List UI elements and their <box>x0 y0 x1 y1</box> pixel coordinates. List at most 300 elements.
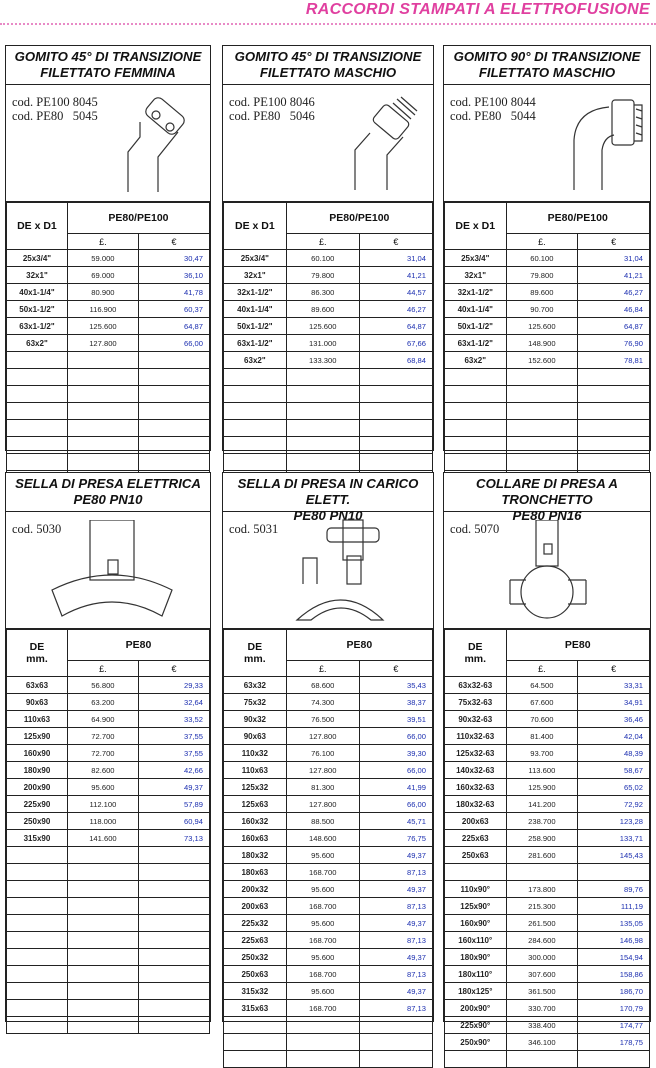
lire-price-cell <box>286 1051 359 1068</box>
size-cell <box>445 386 507 403</box>
table-header-row <box>445 203 650 234</box>
lire-price-cell <box>506 386 578 403</box>
table-row <box>224 250 433 267</box>
size-cell <box>224 403 287 420</box>
table-row <box>224 745 433 762</box>
product-code: cod. PE100 8044 <box>450 95 536 109</box>
size-cell: 75x32 <box>224 694 287 711</box>
table-row <box>445 318 650 335</box>
live-tapping-saddle-drawing <box>283 518 413 626</box>
table-row <box>445 454 650 471</box>
table-row <box>7 301 210 318</box>
panel-title-line2: FILETTATO MASCHIO <box>259 65 397 80</box>
table-row <box>445 966 650 983</box>
size-cell: 40x1-1/4" <box>445 301 507 318</box>
lire-price-cell <box>67 454 138 471</box>
table-row <box>445 369 650 386</box>
euro-price-cell: 64,87 <box>138 318 209 335</box>
euro-price-cell: 64,87 <box>359 318 432 335</box>
euro-price-cell: 45,71 <box>359 813 432 830</box>
size-column-header: DE x D1 <box>224 203 287 250</box>
size-cell <box>7 1000 68 1017</box>
size-cell: 180x63 <box>224 864 287 881</box>
size-cell <box>7 864 68 881</box>
table-row <box>445 1000 650 1017</box>
table-row <box>7 352 210 369</box>
euro-price-cell: 111,19 <box>578 898 650 915</box>
page-title: RACCORDI STAMPATI A ELETTROFUSIONE <box>305 1 650 18</box>
size-cell <box>7 898 68 915</box>
size-cell: 63x1-1/2" <box>445 335 507 352</box>
lire-price-cell: 258.900 <box>506 830 578 847</box>
table-row <box>7 267 210 284</box>
lire-price-cell: 64.500 <box>506 677 578 694</box>
size-cell <box>7 420 68 437</box>
lire-price-cell <box>67 915 138 932</box>
lire-price-cell: 127.800 <box>67 335 138 352</box>
euro-price-cell: 158,86 <box>578 966 650 983</box>
table-row <box>7 949 210 966</box>
size-cell: 90x63 <box>7 694 68 711</box>
lire-price-cell <box>286 437 359 454</box>
size-cell: 225x63 <box>224 932 287 949</box>
lire-price-cell <box>506 403 578 420</box>
material-column-header: PE80 <box>506 630 650 661</box>
euro-price-cell <box>138 1017 209 1034</box>
table-row <box>224 813 433 830</box>
size-cell <box>7 403 68 420</box>
lire-price-cell: 81.300 <box>286 779 359 796</box>
size-cell: 200x63 <box>224 898 287 915</box>
table-row <box>7 847 210 864</box>
table-row <box>7 983 210 1000</box>
euro-price-cell: 46,84 <box>578 301 650 318</box>
lire-price-cell <box>286 386 359 403</box>
panel-title <box>6 473 210 512</box>
euro-price-cell: 89,76 <box>578 881 650 898</box>
lire-price-cell: 95.600 <box>286 949 359 966</box>
euro-price-cell: 36,46 <box>578 711 650 728</box>
euro-price-cell <box>359 1051 432 1068</box>
lire-price-cell: 68.600 <box>286 677 359 694</box>
euro-price-cell: 49,37 <box>359 881 432 898</box>
panel-info <box>444 512 650 629</box>
panel-title <box>223 46 433 85</box>
euro-price-cell: 154,94 <box>578 949 650 966</box>
euro-price-cell <box>138 420 209 437</box>
table-row <box>7 745 210 762</box>
size-cell: 110x90° <box>445 881 507 898</box>
size-cell: 25x3/4" <box>224 250 287 267</box>
euro-price-cell: 39,30 <box>359 745 432 762</box>
lire-price-cell: 72.700 <box>67 728 138 745</box>
table-row <box>224 335 433 352</box>
panel-title-line1: SELLA DI PRESA ELETTRICA <box>15 476 201 491</box>
euro-column-header: € <box>578 234 650 250</box>
panel-title-line1: GOMITO 45° DI TRANSIZIONE <box>14 49 202 64</box>
table-row <box>224 1000 433 1017</box>
euro-price-cell: 67,66 <box>359 335 432 352</box>
size-cell: 160x90° <box>445 915 507 932</box>
lire-price-cell <box>286 369 359 386</box>
panel-title-line2: PE80 PN10 <box>73 492 143 507</box>
euro-price-cell: 39,51 <box>359 711 432 728</box>
lire-price-cell <box>67 932 138 949</box>
tapping-saddle-drawing <box>50 520 180 628</box>
size-cell <box>7 949 68 966</box>
table-row <box>445 728 650 745</box>
lire-price-cell <box>67 847 138 864</box>
panel-title <box>444 473 650 523</box>
size-cell: 63x1-1/2" <box>7 318 68 335</box>
size-cell: 180x125° <box>445 983 507 1000</box>
euro-price-cell: 36,10 <box>138 267 209 284</box>
size-cell <box>7 437 68 454</box>
size-cell <box>445 1051 507 1068</box>
lire-price-cell: 95.600 <box>67 779 138 796</box>
table-row <box>7 677 210 694</box>
lire-price-cell: 88.500 <box>286 813 359 830</box>
size-cell <box>7 915 68 932</box>
lire-price-cell: 168.700 <box>286 966 359 983</box>
table-row <box>224 677 433 694</box>
product-code: cod. 5031 <box>229 522 279 536</box>
material-column-header: PE80 <box>67 630 209 661</box>
euro-price-cell <box>578 369 650 386</box>
size-cell <box>7 847 68 864</box>
size-cell: 63x1-1/2" <box>224 335 287 352</box>
euro-price-cell: 66,00 <box>359 762 432 779</box>
table-row <box>445 1051 650 1068</box>
lire-price-cell: 300.000 <box>506 949 578 966</box>
table-row <box>7 779 210 796</box>
lire-price-cell: 95.600 <box>286 915 359 932</box>
table-row <box>7 796 210 813</box>
lire-price-cell: 281.600 <box>506 847 578 864</box>
table-row <box>445 1017 650 1034</box>
size-cell: 110x63 <box>224 762 287 779</box>
size-cell <box>7 932 68 949</box>
euro-price-cell: 31,04 <box>359 250 432 267</box>
table-row <box>224 301 433 318</box>
euro-price-cell <box>359 369 432 386</box>
lire-price-cell <box>506 437 578 454</box>
product-panel <box>443 472 651 1047</box>
euro-price-cell: 76,75 <box>359 830 432 847</box>
lire-price-cell: 95.600 <box>286 847 359 864</box>
table-row <box>7 694 210 711</box>
table-row <box>224 830 433 847</box>
euro-price-cell <box>578 1051 650 1068</box>
euro-price-cell: 33,52 <box>138 711 209 728</box>
lire-price-cell: 113.600 <box>506 762 578 779</box>
size-cell <box>224 369 287 386</box>
size-cell: 225x63 <box>445 830 507 847</box>
elbow-90-male-drawing <box>564 95 656 203</box>
lire-column-header: £. <box>506 661 578 677</box>
euro-price-cell: 32,64 <box>138 694 209 711</box>
euro-price-cell: 42,04 <box>578 728 650 745</box>
euro-price-cell <box>578 864 650 881</box>
table-row <box>445 386 650 403</box>
panel-title-line2: PE80 PN10 <box>293 508 363 523</box>
euro-price-cell: 76,90 <box>578 335 650 352</box>
lire-price-cell: 76.500 <box>286 711 359 728</box>
lire-price-cell: 64.900 <box>67 711 138 728</box>
lire-price-cell <box>286 454 359 471</box>
panel-info <box>6 512 210 629</box>
table-row <box>7 284 210 301</box>
size-cell: 125x63 <box>224 796 287 813</box>
lire-price-cell <box>506 420 578 437</box>
lire-column-header: £. <box>286 234 359 250</box>
table-row <box>445 932 650 949</box>
size-cell: 180x90 <box>7 762 68 779</box>
euro-price-cell: 170,79 <box>578 1000 650 1017</box>
table-row <box>224 318 433 335</box>
euro-price-cell: 49,37 <box>138 779 209 796</box>
table-row <box>7 420 210 437</box>
euro-price-cell <box>138 864 209 881</box>
table-row <box>445 796 650 813</box>
lire-price-cell: 89.600 <box>506 284 578 301</box>
size-cell: 50x1-1/2" <box>224 318 287 335</box>
table-row <box>224 762 433 779</box>
lire-column-header: £. <box>67 234 138 250</box>
lire-price-cell <box>286 1034 359 1051</box>
product-code: cod. PE80 5046 <box>229 109 315 123</box>
size-cell: 63x32-63 <box>445 677 507 694</box>
euro-price-cell <box>359 420 432 437</box>
table-row <box>445 779 650 796</box>
size-cell: 32x1" <box>445 267 507 284</box>
size-cell: 125x90° <box>445 898 507 915</box>
size-cell: 250x32 <box>224 949 287 966</box>
euro-price-cell <box>359 1017 432 1034</box>
product-code: cod. PE100 8046 <box>229 95 315 109</box>
table-row <box>445 813 650 830</box>
lire-price-cell: 127.800 <box>286 728 359 745</box>
size-cell: 40x1-1/4" <box>224 301 287 318</box>
table-row <box>224 1034 433 1051</box>
size-cell: 180x32 <box>224 847 287 864</box>
panel-info <box>444 85 650 202</box>
table-row <box>445 694 650 711</box>
lire-price-cell: 133.300 <box>286 352 359 369</box>
euro-column-header: € <box>138 234 209 250</box>
product-codes <box>450 95 536 123</box>
page-header <box>0 0 656 28</box>
lire-price-cell: 131.000 <box>286 335 359 352</box>
size-cell <box>445 403 507 420</box>
size-cell <box>445 864 507 881</box>
euro-price-cell: 65,02 <box>578 779 650 796</box>
lire-price-cell <box>67 881 138 898</box>
lire-price-cell <box>67 403 138 420</box>
euro-price-cell <box>138 932 209 949</box>
euro-price-cell: 66,00 <box>138 335 209 352</box>
table-row <box>224 403 433 420</box>
size-cell: 32x1" <box>224 267 287 284</box>
table-row <box>224 796 433 813</box>
panel-title <box>6 46 210 85</box>
size-cell: 25x3/4" <box>445 250 507 267</box>
table-row <box>445 745 650 762</box>
size-cell <box>224 454 287 471</box>
lire-price-cell <box>506 1051 578 1068</box>
size-cell: 40x1-1/4" <box>7 284 68 301</box>
size-cell: 225x90° <box>445 1017 507 1034</box>
lire-price-cell: 116.900 <box>67 301 138 318</box>
size-cell: 250x90 <box>7 813 68 830</box>
product-codes <box>229 522 278 536</box>
size-cell <box>445 369 507 386</box>
euro-price-cell: 146,98 <box>578 932 650 949</box>
lire-price-cell <box>67 898 138 915</box>
euro-price-cell: 87,13 <box>359 966 432 983</box>
table-row <box>224 284 433 301</box>
euro-price-cell: 174,77 <box>578 1017 650 1034</box>
lire-price-cell <box>67 352 138 369</box>
size-cell: 110x63 <box>7 711 68 728</box>
table-row <box>7 915 210 932</box>
lire-price-cell: 168.700 <box>286 864 359 881</box>
euro-price-cell <box>138 881 209 898</box>
size-cell: 63x63 <box>7 677 68 694</box>
size-cell: 90x32-63 <box>445 711 507 728</box>
size-cell: 110x32-63 <box>445 728 507 745</box>
table-row <box>445 762 650 779</box>
lire-price-cell: 152.600 <box>506 352 578 369</box>
size-cell: 32x1-1/2" <box>224 284 287 301</box>
table-row <box>224 966 433 983</box>
euro-price-cell: 49,37 <box>359 847 432 864</box>
panel-title-line1: GOMITO 90° DI TRANSIZIONE <box>453 49 641 64</box>
euro-price-cell: 38,37 <box>359 694 432 711</box>
table-row <box>224 1051 433 1068</box>
product-codes <box>12 95 98 123</box>
lire-price-cell: 93.700 <box>506 745 578 762</box>
size-cell: 32x1-1/2" <box>445 284 507 301</box>
euro-price-cell: 37,55 <box>138 728 209 745</box>
lire-price-cell: 90.700 <box>506 301 578 318</box>
lire-price-cell: 168.700 <box>286 898 359 915</box>
table-row <box>7 932 210 949</box>
euro-column-header: € <box>138 661 209 677</box>
table-row <box>445 881 650 898</box>
size-cell: 180x110° <box>445 966 507 983</box>
euro-price-cell <box>138 386 209 403</box>
product-code: cod. PE80 5045 <box>12 109 98 123</box>
size-cell <box>7 1017 68 1034</box>
table-row <box>7 437 210 454</box>
panel-title-line1: SELLA DI PRESA IN CARICO ELETT. <box>237 476 419 507</box>
panel-title-line1: COLLARE DI PRESA A TRONCHETTO <box>476 476 618 507</box>
product-code: cod. 5030 <box>12 522 62 536</box>
panel-title <box>444 46 650 85</box>
product-code: cod. PE100 8045 <box>12 95 98 109</box>
lire-price-cell: 69.000 <box>67 267 138 284</box>
product-codes <box>229 95 315 123</box>
table-row <box>224 728 433 745</box>
lire-price-cell <box>67 983 138 1000</box>
table-header-row <box>224 203 433 234</box>
euro-price-cell: 29,33 <box>138 677 209 694</box>
size-cell: 63x2" <box>224 352 287 369</box>
euro-price-cell <box>578 437 650 454</box>
table-row <box>224 694 433 711</box>
euro-price-cell: 49,37 <box>359 983 432 1000</box>
size-column-header: DE mm. <box>7 630 68 677</box>
table-row <box>7 369 210 386</box>
lire-price-cell: 89.600 <box>286 301 359 318</box>
table-row <box>445 898 650 915</box>
product-panel <box>222 45 434 451</box>
euro-price-cell: 145,43 <box>578 847 650 864</box>
lire-price-cell <box>67 420 138 437</box>
lire-price-cell: 118.000 <box>67 813 138 830</box>
size-cell <box>445 437 507 454</box>
euro-price-cell <box>359 386 432 403</box>
euro-price-cell: 46,27 <box>359 301 432 318</box>
panel-info <box>6 85 210 202</box>
euro-price-cell: 49,37 <box>359 949 432 966</box>
euro-price-cell: 73,13 <box>138 830 209 847</box>
table-row <box>7 1017 210 1034</box>
lire-price-cell: 127.800 <box>286 796 359 813</box>
lire-price-cell <box>67 437 138 454</box>
lire-price-cell: 125.600 <box>506 318 578 335</box>
lire-price-cell: 330.700 <box>506 1000 578 1017</box>
panel-title-line2: FILETTATO MASCHIO <box>478 65 616 80</box>
euro-price-cell: 42,66 <box>138 762 209 779</box>
table-row <box>224 454 433 471</box>
table-row <box>7 898 210 915</box>
euro-price-cell <box>359 454 432 471</box>
table-row <box>7 335 210 352</box>
table-row <box>7 250 210 267</box>
euro-price-cell: 87,13 <box>359 932 432 949</box>
euro-price-cell: 87,13 <box>359 864 432 881</box>
table-row <box>445 830 650 847</box>
size-cell: 160x32-63 <box>445 779 507 796</box>
table-row <box>445 711 650 728</box>
table-row <box>224 881 433 898</box>
size-cell: 75x32-63 <box>445 694 507 711</box>
euro-price-cell <box>359 1034 432 1051</box>
size-cell: 315x90 <box>7 830 68 847</box>
lire-price-cell <box>286 403 359 420</box>
table-row <box>445 983 650 1000</box>
price-table <box>223 629 433 1068</box>
price-table <box>444 629 650 1068</box>
size-cell: 250x63 <box>224 966 287 983</box>
euro-price-cell: 60,37 <box>138 301 209 318</box>
size-column-header: DE mm. <box>224 630 287 677</box>
product-code: cod. 5070 <box>450 522 500 536</box>
size-cell <box>7 983 68 1000</box>
table-row <box>7 403 210 420</box>
euro-price-cell: 48,39 <box>578 745 650 762</box>
size-cell: 125x90 <box>7 728 68 745</box>
size-cell: 32x1" <box>7 267 68 284</box>
table-row <box>445 437 650 454</box>
table-row <box>224 711 433 728</box>
size-cell <box>224 420 287 437</box>
euro-price-cell <box>138 847 209 864</box>
size-cell: 200x90 <box>7 779 68 796</box>
euro-price-cell: 57,89 <box>138 796 209 813</box>
